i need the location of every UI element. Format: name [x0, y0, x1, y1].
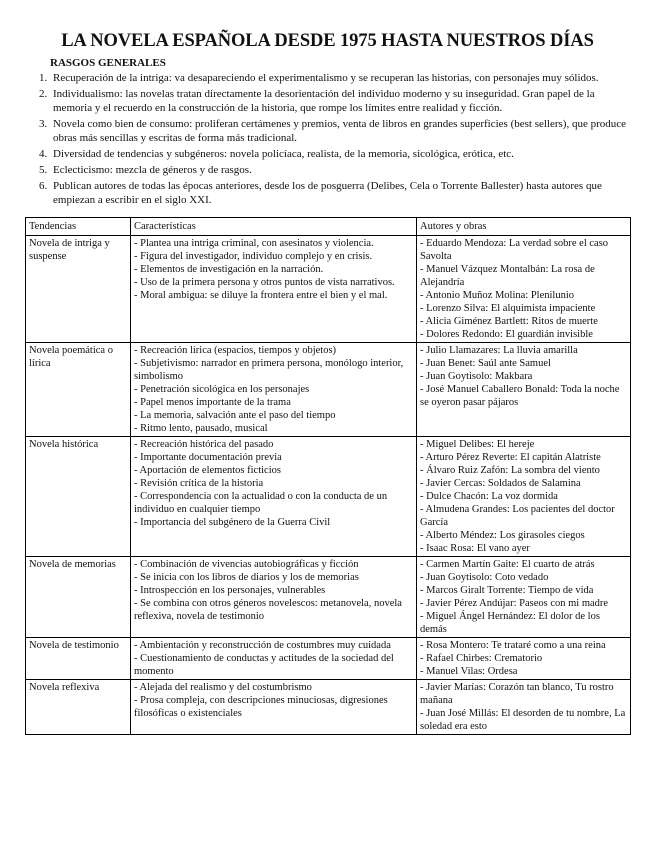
- author-work-item: - Miguel Ángel Hernández: El dolor de los demás: [420, 611, 600, 635]
- author-work-item: - Juan Goytisolo: Makbara: [420, 371, 533, 382]
- feature-item: - Recreación lírica (espacios, tiempos y objetos): [134, 345, 337, 356]
- author-work-item: - Almudena Grandes: Los pacientes del doctor García: [420, 504, 615, 528]
- authors-cell: [417, 557, 631, 638]
- feature-item: - Se combina con otros géneros novelescos: metanovela, novela reflexiva, novela de testimonio: [134, 598, 402, 622]
- tendency-cell: Novela histórica: [26, 437, 131, 557]
- feature-item: - Elementos de investigación en la narración.: [134, 264, 324, 275]
- author-work-item: - Lorenzo Silva: El alquimista impaciente: [420, 303, 596, 314]
- authors-cell: [417, 343, 631, 437]
- author-work-item: - Antonio Muñoz Molina: Plenilunio: [420, 290, 574, 301]
- feature-item: - Papel menos importante de la trama: [134, 397, 291, 408]
- feature-item: - Correspondencia con la actualidad o con la conducta de un individuo en cualquier tiempo: [134, 491, 388, 515]
- author-work-item: - Rafael Chirbes: Crematorio: [420, 653, 543, 664]
- feature-item: - Uso de la primera persona y otros puntos de vista narrativos.: [134, 277, 395, 288]
- header-features: Características: [131, 218, 417, 236]
- features-cell: [131, 437, 417, 557]
- authors-cell: [417, 680, 631, 735]
- author-work-item: - Julio Llamazares: La lluvia amarilla: [420, 345, 578, 356]
- authors-cell: [417, 638, 631, 680]
- tendency-cell: Novela de intriga y suspense: [26, 236, 131, 343]
- feature-item: - Importante documentación previa: [134, 452, 282, 463]
- feature-item: - Se inicia con los libros de diarios y los de memorias: [134, 572, 359, 583]
- feature-item: - Introspección en los personajes, vulnerables: [134, 585, 326, 596]
- table-row: [26, 638, 631, 680]
- feature-item: - Revisión crítica de la historia: [134, 478, 264, 489]
- general-item: 2. Individualismo: las novelas tratan directamente la desorientación del individuo moderno y su inseguridad. Gran papel de la memoria y el recuerdo en la construcción de la historia, que rompe los límites entre realidad y ficción.: [50, 87, 630, 115]
- author-work-item: - Eduardo Mendoza: La verdad sobre el caso Savolta: [420, 238, 609, 262]
- author-work-item: - Javier Marías: Corazón tan blanco, Tu rostro mañana: [420, 682, 614, 706]
- author-work-item: - Javier Pérez Andújar: Paseos con mi madre: [420, 598, 609, 609]
- author-work-item: - Alicia Giménez Bartlett: Ritos de muerte: [420, 316, 598, 327]
- feature-item: - Recreación histórica del pasado: [134, 439, 274, 450]
- author-work-item: - Marcos Giralt Torrente: Tiempo de vida: [420, 585, 594, 596]
- author-work-item: - Juan Goytisolo: Coto vedado: [420, 572, 549, 583]
- author-work-item: - Alberto Méndez: Los girasoles ciegos: [420, 530, 585, 541]
- feature-item: - Combinación de vivencias autobiográficas y ficción: [134, 559, 359, 570]
- table-row: [26, 343, 631, 437]
- author-work-item: - Isaac Rosa: El vano ayer: [420, 543, 530, 554]
- author-work-item: - Álvaro Ruiz Zafón: La sombra del viento: [420, 465, 600, 476]
- feature-item: - Aportación de elementos ficticios: [134, 465, 281, 476]
- features-cell: [131, 680, 417, 735]
- feature-item: - La memoria, salvación ante el paso del tiempo: [134, 410, 336, 421]
- table-row: [26, 437, 631, 557]
- author-work-item: - Arturo Pérez Reverte: El capitán Alatriste: [420, 452, 601, 463]
- author-work-item: - Dulce Chacón: La voz dormida: [420, 491, 558, 502]
- table-header-row: [26, 218, 631, 236]
- general-item: 3. Novela como bien de consumo: proliferan certámenes y premios, venta de libros en grandes superficies (best sellers), que produce obras más sencillas y escritas de forma más tradicional.: [50, 117, 630, 145]
- authors-cell: [417, 236, 631, 343]
- feature-item: - Moral ambigua: se diluye la frontera entre el bien y el mal.: [134, 290, 388, 301]
- feature-item: - Figura del investigador, individuo complejo y en crisis.: [134, 251, 373, 262]
- feature-item: - Ritmo lento, pausado, musical: [134, 423, 268, 434]
- header-authors: Autores y obras: [417, 218, 631, 236]
- table-row: [26, 557, 631, 638]
- features-cell: [131, 557, 417, 638]
- author-work-item: - Manuel Vázquez Montalbán: La rosa de Alejandría: [420, 264, 595, 288]
- tendency-cell: Novela de testimonio: [26, 638, 131, 680]
- authors-cell: [417, 437, 631, 557]
- author-work-item: - Dolores Redondo: El guardián invisible: [420, 329, 593, 340]
- feature-item: - Ambientación y reconstrucción de costumbres muy cuidada: [134, 640, 391, 651]
- features-cell: [131, 343, 417, 437]
- feature-item: - Importancia del subgénero de la Guerra Civil: [134, 517, 331, 528]
- feature-item: - Cuestionamiento de conductas y actitudes de la sociedad del momento: [134, 653, 394, 677]
- author-work-item: - Javier Cercas: Soldados de Salamina: [420, 478, 581, 489]
- general-item: 5. Eclecticismo: mezcla de géneros y de rasgos.: [50, 163, 630, 177]
- feature-item: - Plantea una intriga criminal, con asesinatos y violencia.: [134, 238, 374, 249]
- general-heading: RASGOS GENERALES: [50, 57, 166, 69]
- table-row: [26, 236, 631, 343]
- feature-item: - Alejada del realismo y del costumbrismo: [134, 682, 312, 693]
- table-row: [26, 680, 631, 735]
- author-work-item: - Miguel Delibes: El hereje: [420, 439, 535, 450]
- tendencies-table: [25, 217, 631, 735]
- author-work-item: - Manuel Vilas: Ordesa: [420, 666, 518, 677]
- tendency-cell: Novela poemática o lírica: [26, 343, 131, 437]
- table-body: [26, 236, 631, 735]
- tendency-cell: Novela de memorias: [26, 557, 131, 638]
- feature-item: - Subjetivismo: narrador en primera persona, monólogo interior, simbolismo: [134, 358, 404, 382]
- feature-item: - Prosa compleja, con descripciones minuciosas, digresiones filosóficas o existenciales: [134, 695, 388, 719]
- author-work-item: - Juan José Millás: El desorden de tu nombre, La soledad era esto: [420, 708, 626, 732]
- features-cell: [131, 638, 417, 680]
- tendency-cell: Novela reflexiva: [26, 680, 131, 735]
- features-cell: [131, 236, 417, 343]
- general-item: 4. Diversidad de tendencias y subgéneros: novela policíaca, realista, de la memoria, sicológica, erótica, etc.: [50, 147, 630, 161]
- author-work-item: - Carmen Martín Gaite: El cuarto de atrás: [420, 559, 595, 570]
- header-tendencies: Tendencias: [26, 218, 131, 236]
- page-title: LA NOVELA ESPAÑOLA DESDE 1975 HASTA NUESTROS DÍAS: [61, 31, 594, 51]
- author-work-item: - José Manuel Caballero Bonald: Toda la noche se oyeron pasar pájaros: [420, 384, 620, 408]
- general-item: 6. Publican autores de todas las épocas anteriores, desde los de posguerra (Delibes, Cela o Torrente Ballester) hasta autores que empiezan a escribir en el siglo XXI.: [50, 179, 630, 207]
- general-item: 1. Recuperación de la intriga: va desapareciendo el experimentalismo y se recuperan las historias, con personajes muy sólidos.: [50, 71, 630, 85]
- author-work-item: - Rosa Montero: Te trataré como a una reina: [420, 640, 606, 651]
- author-work-item: - Juan Benet: Saúl ante Samuel: [420, 358, 551, 369]
- feature-item: - Penetración sicológica en los personajes: [134, 384, 310, 395]
- general-list: [25, 71, 630, 207]
